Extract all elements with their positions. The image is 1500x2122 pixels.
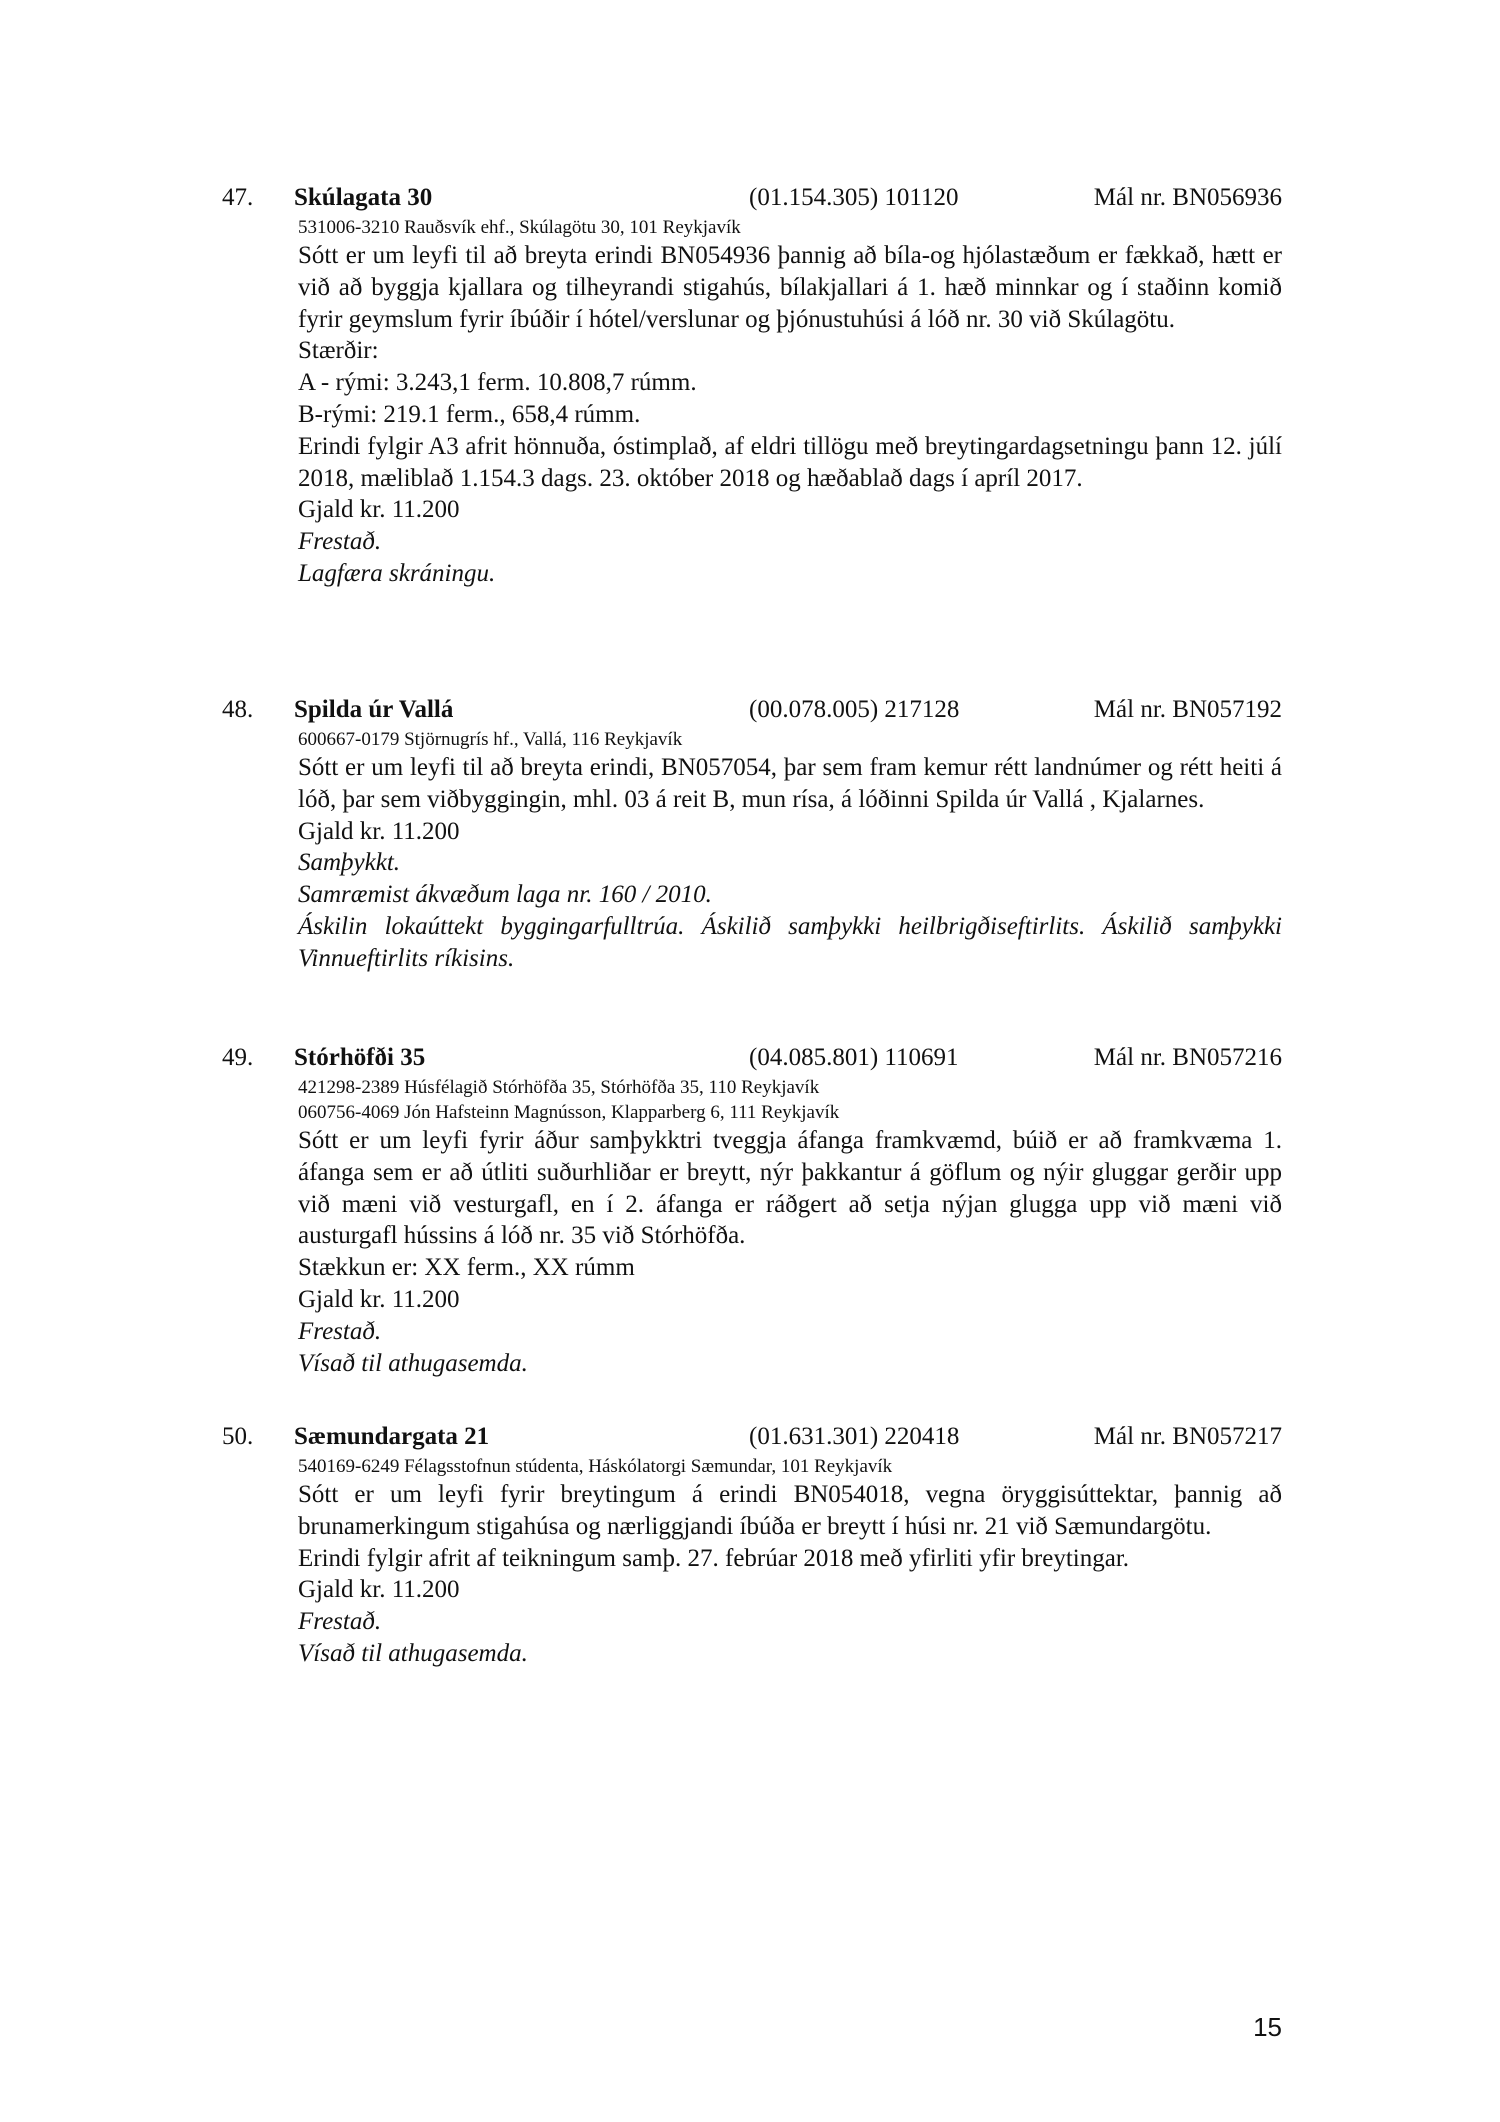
fee-line: Gjald kr. 11.200 <box>298 1576 460 1604</box>
enlargement-line: Stækkun er: XX ferm., XX rúmm <box>298 1254 635 1282</box>
case-number: 49. <box>222 1044 254 1071</box>
fee-line: Gjald kr. 11.200 <box>298 496 460 524</box>
applicant-line: 421298-2389 Húsfélagið Stórhöfða 35, Stórhöfða 35, 110 Reykjavík <box>298 1077 820 1098</box>
decision: Frestað. <box>298 1317 382 1345</box>
case-item-47 <box>222 181 1282 590</box>
case-id: Mál nr. BN057216 <box>1093 1044 1282 1071</box>
sizes-label: Stærðir: <box>298 337 379 365</box>
decision: Frestað. <box>298 1608 382 1636</box>
case-title: Stórhöfði 35 <box>294 1044 426 1071</box>
fee-line: Gjald kr. 11.200 <box>298 817 460 845</box>
applicant-line: 600667-0179 Stjörnugrís hf., Vallá, 116 Reykjavík <box>298 729 683 750</box>
case-description: Sótt er um leyfi til að breyta erindi, BN057054, þar sem fram kemur rétt landnúmer og rétt heiti á lóð, þar sem viðbyggingin, mhl. 03 á reit B, mun rísa, á lóðinni Spilda úr Vallá , Kjalarnes. <box>298 754 1282 813</box>
case-id: Mál nr. BN057217 <box>1093 1423 1282 1450</box>
conditions-note: Áskilin lokaúttekt byggingarfulltrúa. Áskilið samþykki heilbrigðiseftirlits. Áskilið samþykki Vinnueftirlits ríkisins. <box>298 912 1282 972</box>
case-header <box>222 1041 1282 1075</box>
case-header <box>222 1420 1282 1454</box>
decision-note: Vísað til athugasemda. <box>298 1349 528 1377</box>
case-item-49 <box>222 1041 1282 1379</box>
size-b-line: B-rými: 219.1 ferm., 658,4 rúmm. <box>298 400 641 428</box>
case-title: Sæmundargata 21 <box>294 1423 490 1450</box>
law-compliance-note: Samræmist ákvæðum laga nr. 160 / 2010. <box>298 881 712 909</box>
decision: Frestað. <box>298 528 382 556</box>
attachment-note: Erindi fylgir afrit af teikningum samþ. 27. febrúar 2018 með yfirliti yfir breytingar. <box>298 1544 1130 1572</box>
applicant-line: 531006-3210 Rauðsvík ehf., Skúlagötu 30, 101 Reykjavík <box>298 217 741 238</box>
property-reference: (01.154.305) 101120 <box>749 184 959 211</box>
case-description: Sótt er um leyfi fyrir breytingum á erindi BN054018, vegna öryggisúttektar, þannig að brunamerkingum stigahúsa og nærliggjandi íbúða er breytt í húsi nr. 21 við Sæmundargötu. <box>298 1481 1282 1540</box>
decision: Samþykkt. <box>298 849 401 877</box>
case-title: Spilda úr Vallá <box>294 696 454 723</box>
size-a-line: A - rými: 3.243,1 ferm. 10.808,7 rúmm. <box>298 369 697 397</box>
case-title: Skúlagata 30 <box>294 184 433 211</box>
property-reference: (01.631.301) 220418 <box>749 1423 960 1450</box>
property-reference: (00.078.005) 217128 <box>749 696 960 723</box>
applicant-line: 540169-6249 Félagsstofnun stúdenta, Háskólatorgi Sæmundar, 101 Reykjavík <box>298 1456 893 1477</box>
case-id: Mál nr. BN057192 <box>1093 696 1282 723</box>
case-header <box>222 181 1282 215</box>
page-number: 15 <box>1253 2012 1282 2042</box>
fee-line: Gjald kr. 11.200 <box>298 1285 460 1313</box>
case-description: Sótt er um leyfi til að breyta erindi BN054936 þannig að bíla-og hjólastæðum er fækkað, hætt er við að byggja kjallara og tilheyrandi stigahús, bílakjallari á 1. hæð minnkar og í staðinn komið fyrir geymslum fyrir íbúðir í hótel/verslunar og þjónustuhúsi á lóð nr. 30 við Skúlagötu. <box>298 242 1282 333</box>
case-number: 50. <box>222 1423 254 1450</box>
decision-note: Lagfæra skráningu. <box>298 559 496 587</box>
case-item-50 <box>222 1420 1282 1670</box>
case-id: Mál nr. BN056936 <box>1093 184 1282 211</box>
applicant-line: 060756-4069 Jón Hafsteinn Magnússon, Klapparberg 6, 111 Reykjavík <box>298 1102 840 1123</box>
decision-note: Vísað til athugasemda. <box>298 1639 528 1667</box>
case-number: 48. <box>222 696 254 723</box>
case-header <box>222 693 1282 727</box>
case-description: Sótt er um leyfi fyrir áður samþykktri tveggja áfanga framkvæmd, búið er að framkvæma 1. áfanga sem er að útliti suðurhliðar er breytt, nýr þakkantur á göflum og nýir gluggar gerðir upp við mæni við vesturgafl, en í 2. áfanga er ráðgert að setja nýjan glugga upp við mæni við austurgafl hússins á lóð nr. 35 við Stórhöfða. <box>298 1127 1282 1250</box>
property-reference: (04.085.801) 110691 <box>749 1044 959 1071</box>
case-item-48 <box>222 693 1282 975</box>
attachment-note: Erindi fylgir A3 afrit hönnuða, óstimplað, af eldri tillögu með breytingardagsetningu þann 12. júlí 2018, mæliblað 1.154.3 dags. 23. október 2018 og hæðablað dags í apríl 2017. <box>298 432 1282 492</box>
case-number: 47. <box>222 184 254 211</box>
